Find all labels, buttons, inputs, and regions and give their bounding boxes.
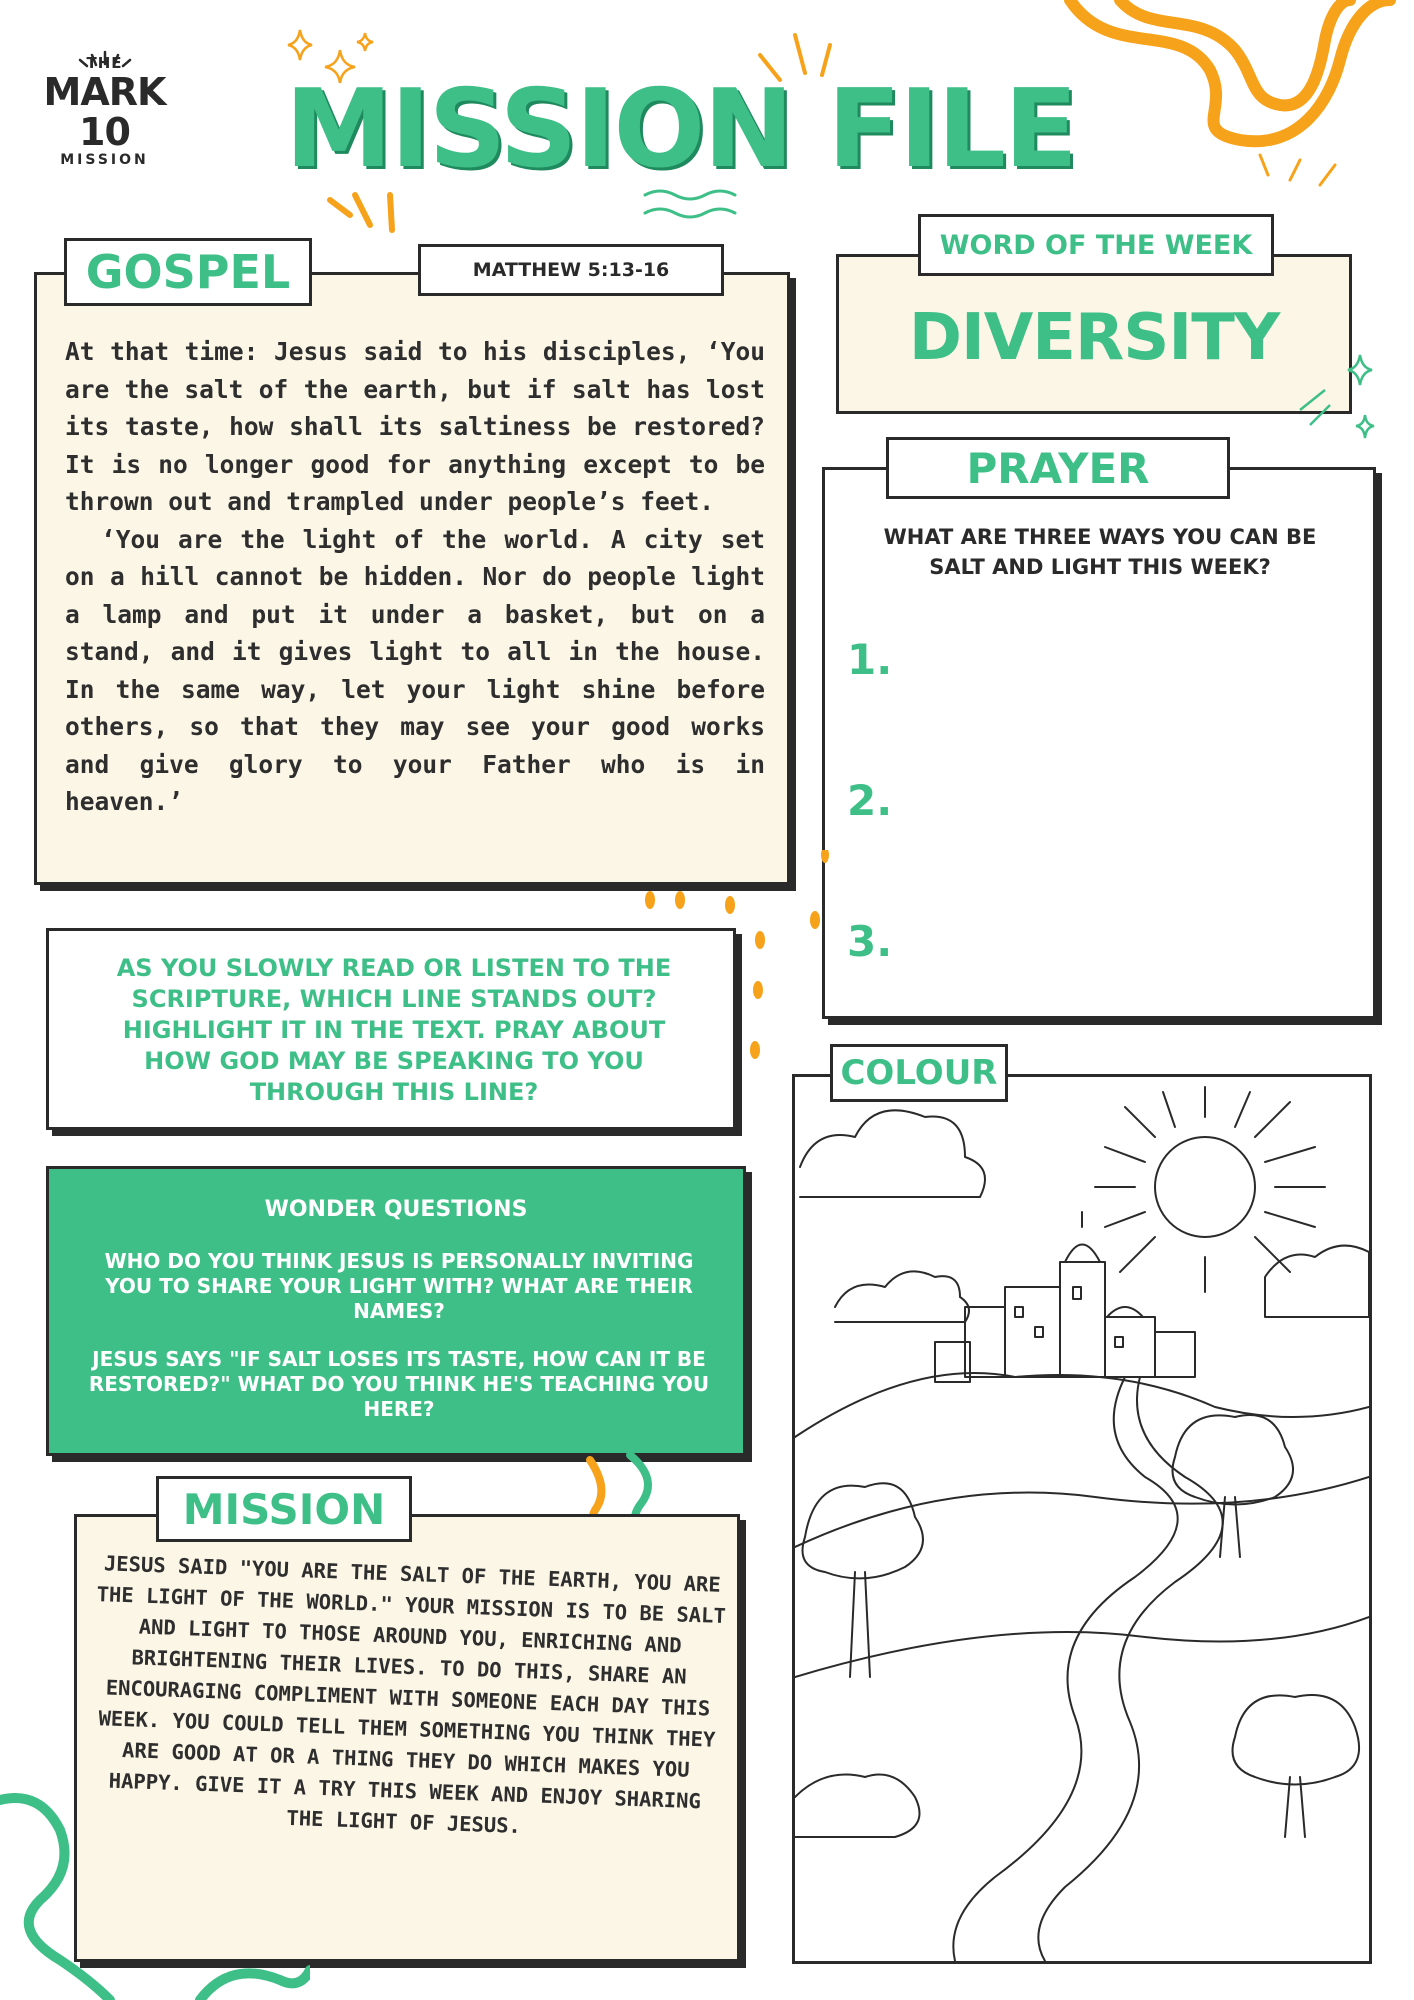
green-sparkle-decoration [1280,350,1390,460]
prayer-item-1[interactable]: 1. [847,635,893,684]
prayer-item-2[interactable]: 2. [847,776,893,825]
gospel-paragraph-2: ‘You are the light of the world. A city set on a hill cannot be hidden. Nor do people light a lamp and put it under a basket, but on a stand, and it gives light to all in the house. In the same way, let your light shine before others, so that they may see your good works and give glory to your Father who is in heaven.’ [65,524,765,816]
word-of-week-tab: WORD OF THE WEEK [918,214,1274,276]
gospel-box [34,272,790,885]
orange-dash-decoration [320,190,420,245]
prayer-box [822,467,1376,1019]
prayer-question: WHAT ARE THREE WAYS YOU CAN BE SALT AND LIGHT THIS WEEK? [883,525,1317,579]
road-shape [953,1377,1177,1961]
gospel-tab: GOSPEL [64,238,312,306]
word-of-week-box [836,254,1352,414]
wonder-question-1: WHO DO YOU THINK JESUS IS PERSONALLY INVITING YOU TO SHARE YOUR LIGHT WITH? WHAT ARE THEIR NAMES? [104,1249,694,1323]
tree-shape [803,1483,924,1677]
cloud-shape [800,1110,985,1197]
gospel-reference: MATTHEW 5:13-16 [418,244,724,296]
gospel-passage [65,333,765,821]
logo-the: THE [86,54,123,72]
hilltop-city [935,1212,1195,1382]
colour-tab: COLOUR [830,1044,1008,1102]
mission-tab: MISSION [156,1476,412,1542]
coloring-illustration[interactable] [795,1077,1369,1961]
tree-shape [1173,1415,1294,1557]
mission-text: JESUS SAID "YOU ARE THE SALT OF THE EARTH, YOU ARE THE LIGHT OF THE WORLD." YOUR MISSION IS TO BE SALT AND LIGHT TO THOSE AROUND YOU, ENRICHING AND BRIGHTENING THEIR LIVES. TO DO THIS, SHARE AN ENCOURAGING COMPLIMENT WITH SOMEONE EACH DAY THIS WEEK. YOU COULD TELL THEM SOMETHING YOU THINK THEY ARE GOOD AT OR A THING THEY DO WHICH MAKES YOU HAPPY. GIVE IT A TRY THIS WEEK AND ENJOY SHARING THE LIGHT OF JESUS. [96,1551,727,1839]
logo-mission: MISSION [60,152,149,168]
sun-rays [1095,1087,1325,1292]
wonder-questions-box [46,1166,746,1456]
orange-drops-decoration [640,850,830,1100]
hill-shape [795,1617,1369,1677]
hill-shape [795,1477,1369,1547]
prayer-item-3[interactable]: 3. [847,917,893,966]
mark10-logo [22,50,187,168]
sun-shape [1155,1137,1255,1237]
page-title: MISSION FILE [285,67,1076,192]
bush-shape [795,1775,920,1838]
cloud-shape [1265,1246,1369,1317]
green-swirl-decoration [0,1780,310,2000]
logo-name: MARK 10 [43,70,166,154]
orange-rays-decoration [750,25,870,85]
wonder-question-2: JESUS SAYS "IF SALT LOSES ITS TASTE, HOW CAN IT BE RESTORED?" WHAT DO YOU THINK HE'S TEACHING YOU HERE? [88,1347,710,1421]
road-shape [1038,1377,1222,1961]
orange-dash-decoration-right [1240,150,1360,210]
word-of-week-word: DIVERSITY [908,301,1280,375]
cloud-shape [835,1271,969,1322]
wave-decoration [640,185,750,225]
prayer-tab: PRAYER [886,437,1230,499]
reflection-box [46,928,736,1130]
tree-shape [1233,1695,1360,1837]
hill-shape [795,1373,1369,1437]
colour-box [792,1074,1372,1964]
gospel-paragraph-1: At that time: Jesus said to his disciples, ‘You are the salt of the earth, but if salt has lost its taste, how shall its saltiness be restored? It is no longer good for anything except to be thrown out and trampled under people’s feet. [65,337,765,516]
wonder-heading: WONDER QUESTIONS [264,1197,528,1222]
reflection-text: AS YOU SLOWLY READ OR LISTEN TO THE SCRIPTURE, WHICH LINE STANDS OUT? HIGHLIGHT IT IN THE TEXT. PRAY ABOUT HOW GOD MAY BE SPEAKING TO YOU THROUGH THIS LINE? [116,954,672,1106]
